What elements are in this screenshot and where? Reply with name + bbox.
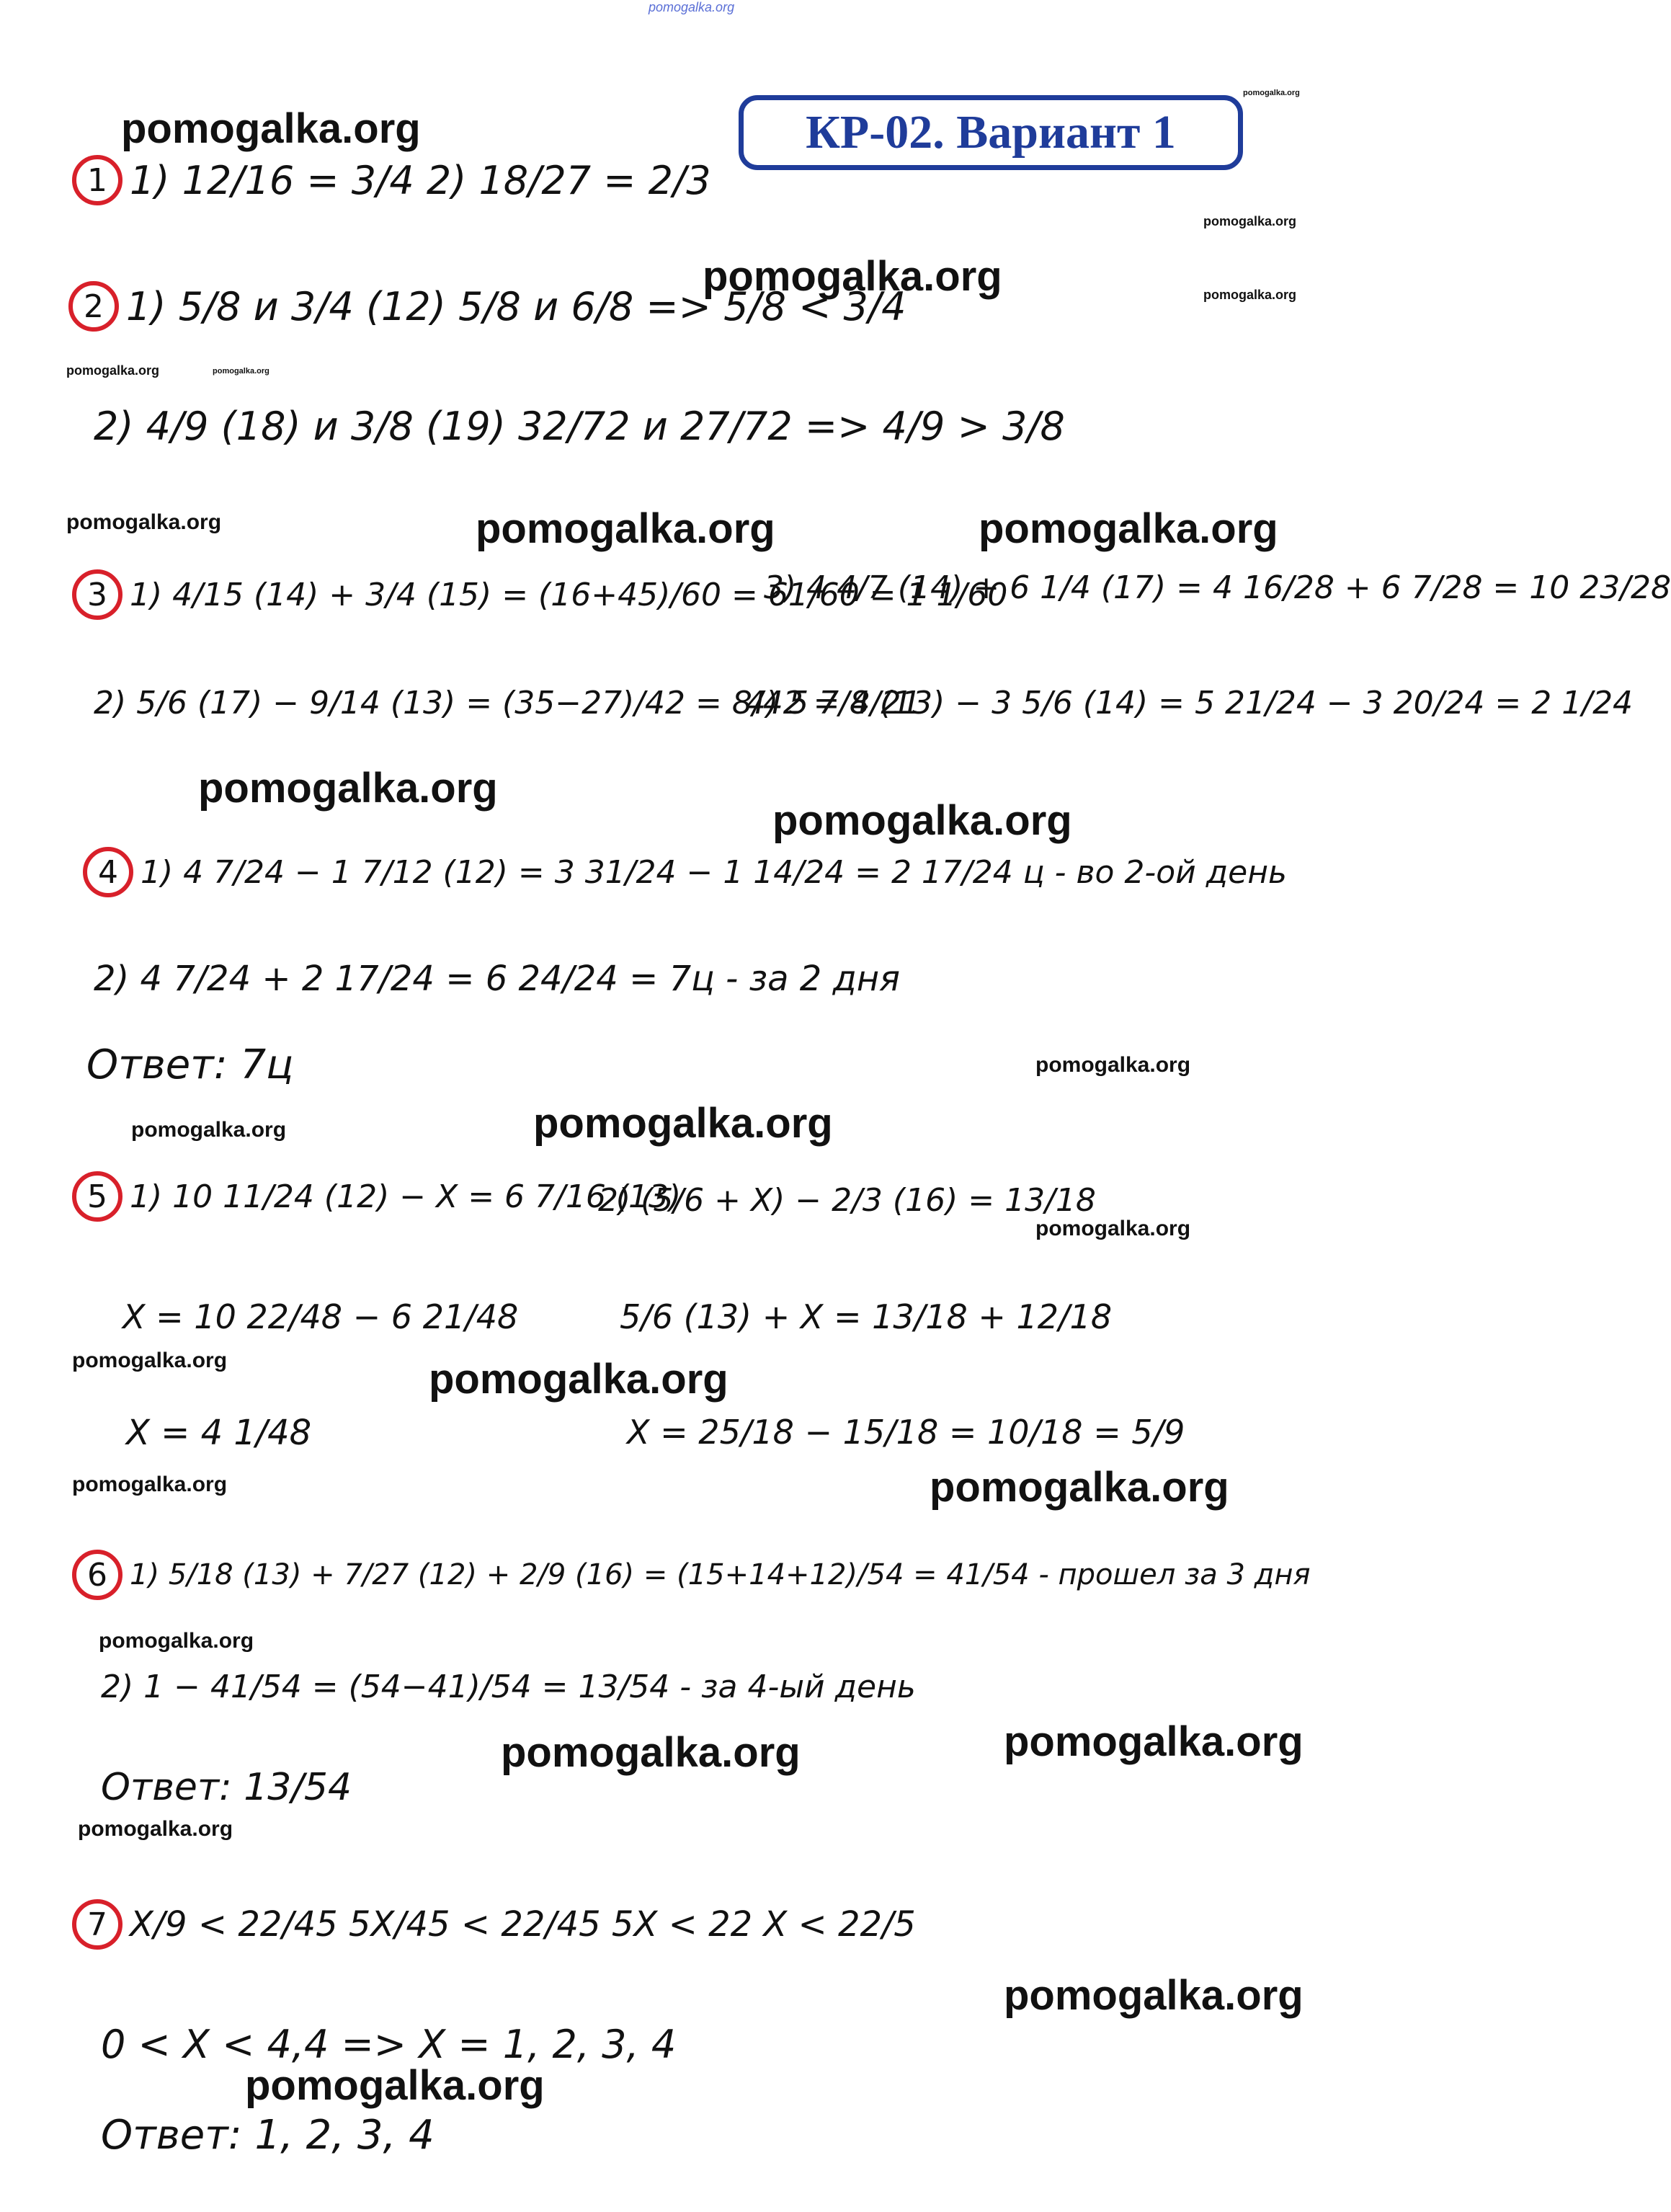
task-line: 1) 4/15 (14) + 3/4 (15) = (16+45)/60 = 61/60 = 1 1/60 (130, 576, 1008, 613)
task-line: 3) 4 4/7 (14) + 6 1/4 (17) = 4 16/28 + 6 7/28 = 10 23/28 (764, 569, 1671, 606)
watermark: pomogalka.org (245, 2062, 545, 2109)
watermark: pomogalka.org (198, 765, 498, 812)
task-4-answer (86, 1041, 293, 1088)
task-line: 1) 4 7/24 − 1 7/12 (12) = 3 31/24 − 1 14/24 = 2 17/24 ц - во 2-ой день (141, 853, 1287, 891)
task-number: 6 (72, 1550, 122, 1600)
task-5-line5 (126, 1413, 311, 1453)
title-box (739, 95, 1243, 170)
task-line: X/9 < 22/45 5X/45 < 22/45 5X < 22 X < 22/5 (130, 1904, 916, 1945)
task-number: 7 (72, 1899, 122, 1950)
task-line: 1) 12/16 = 3/4 2) 18/27 = 2/3 (130, 157, 711, 203)
task-number: 2 (68, 281, 119, 332)
task-7-line2 (101, 2022, 676, 2067)
task-line: 5/6 (13) + X = 13/18 + 12/18 (620, 1297, 1113, 1336)
task-2-line2 (94, 404, 1065, 449)
watermark: pomogalka.org (703, 253, 1002, 300)
task-number: 1 (72, 155, 122, 205)
answer-text: Ответ: 1, 2, 3, 4 (101, 2112, 435, 2159)
watermark: pomogalka.org (72, 1349, 228, 1372)
task-number: 5 (72, 1171, 122, 1222)
task-number: 4 (83, 847, 133, 897)
task-5-line6 (627, 1413, 1185, 1452)
task-line: 4) 5 7/8 (13) − 3 5/6 (14) = 5 21/24 − 3 20/24 = 2 1/24 (746, 685, 1634, 721)
watermark: pomogalka.org (1004, 1718, 1304, 1765)
task-line: X = 4 1/48 (126, 1413, 312, 1453)
task-line: 1) 10 11/24 (12) − X = 6 7/16 (13) (130, 1178, 682, 1215)
task-4 (83, 847, 1287, 897)
watermark: pomogalka.org (99, 1629, 254, 1653)
page-title: КР-02. Вариант 1 (806, 106, 1176, 159)
watermark: pomogalka.org (930, 1464, 1229, 1511)
task-line: X = 10 22/48 − 6 21/48 (122, 1297, 519, 1336)
task-5 (72, 1171, 681, 1222)
watermark: pomogalka.org (72, 1473, 228, 1496)
task-1 (72, 155, 711, 205)
watermark: pomogalka.org (1035, 1217, 1191, 1240)
watermark: pomogalka.org (429, 1356, 728, 1403)
task-3-line4 (746, 685, 1633, 721)
watermark: pomogalka.org (78, 1817, 233, 1841)
watermark: pomogalka.org (533, 1100, 833, 1147)
task-line: 1) 5/8 и 3/4 (12) 5/8 и 6/8 => 5/8 < 3/4 (126, 283, 906, 329)
watermark: pomogalka.org (979, 505, 1278, 552)
task-2 (68, 281, 906, 332)
task-line: 2) 4 7/24 + 2 17/24 = 6 24/24 = 7ц - за 2 дня (94, 959, 901, 999)
task-line: 2) 4/9 (18) и 3/8 (19) 32/72 и 27/72 => 4/9 > 3/8 (94, 404, 1065, 449)
task-7-answer (101, 2112, 435, 2159)
task-line: 2) 1 − 41/54 = (54−41)/54 = 13/54 - за 4-ый день (101, 1669, 916, 1705)
task-line: 0 < X < 4,4 => X = 1, 2, 3, 4 (101, 2022, 677, 2067)
watermark: pomogalka.org (1035, 1053, 1191, 1077)
task-6-answer (101, 1766, 352, 1809)
task-line: X = 25/18 − 15/18 = 10/18 = 5/9 (627, 1413, 1185, 1452)
task-5-line3 (122, 1297, 518, 1336)
watermark: pomogalka.org (131, 1118, 287, 1142)
watermark: pomogalka.org (501, 1729, 801, 1776)
task-6 (72, 1550, 1311, 1600)
task-4-line2 (94, 959, 900, 999)
site-mark-top: pomogalka.org (649, 0, 735, 14)
task-7 (72, 1899, 916, 1950)
watermark: pomogalka.org (476, 505, 775, 552)
task-line: 1) 5/18 (13) + 7/27 (12) + 2/9 (16) = (15+14+12)/54 = 41/54 - прошел за 3 дня (130, 1558, 1311, 1591)
watermark: pomogalka.org (213, 367, 269, 376)
watermark: pomogalka.org (772, 797, 1072, 844)
task-5-line2 (598, 1182, 1096, 1219)
watermark: pomogalka.org (1203, 288, 1297, 302)
answer-text: Ответ: 13/54 (101, 1766, 352, 1809)
task-line: 2) 5/6 (17) − 9/14 (13) = (35−27)/42 = 8/42 = 4/21 (94, 685, 922, 721)
task-line: 2) (5/6 + X) − 2/3 (16) = 13/18 (598, 1182, 1096, 1219)
answer-text: Ответ: 7ц (86, 1041, 294, 1088)
watermark: pomogalka.org (1203, 214, 1297, 228)
task-number: 3 (72, 569, 122, 620)
task-5-line4 (620, 1297, 1112, 1336)
watermark: pomogalka.org (66, 363, 160, 378)
watermark: pomogalka.org (121, 105, 421, 152)
watermark: pomogalka.org (66, 510, 222, 534)
watermark: pomogalka.org (1243, 89, 1300, 97)
task-6-line2 (101, 1669, 916, 1705)
task-3-line2 (764, 569, 1671, 606)
watermark: pomogalka.org (1004, 1972, 1304, 2019)
